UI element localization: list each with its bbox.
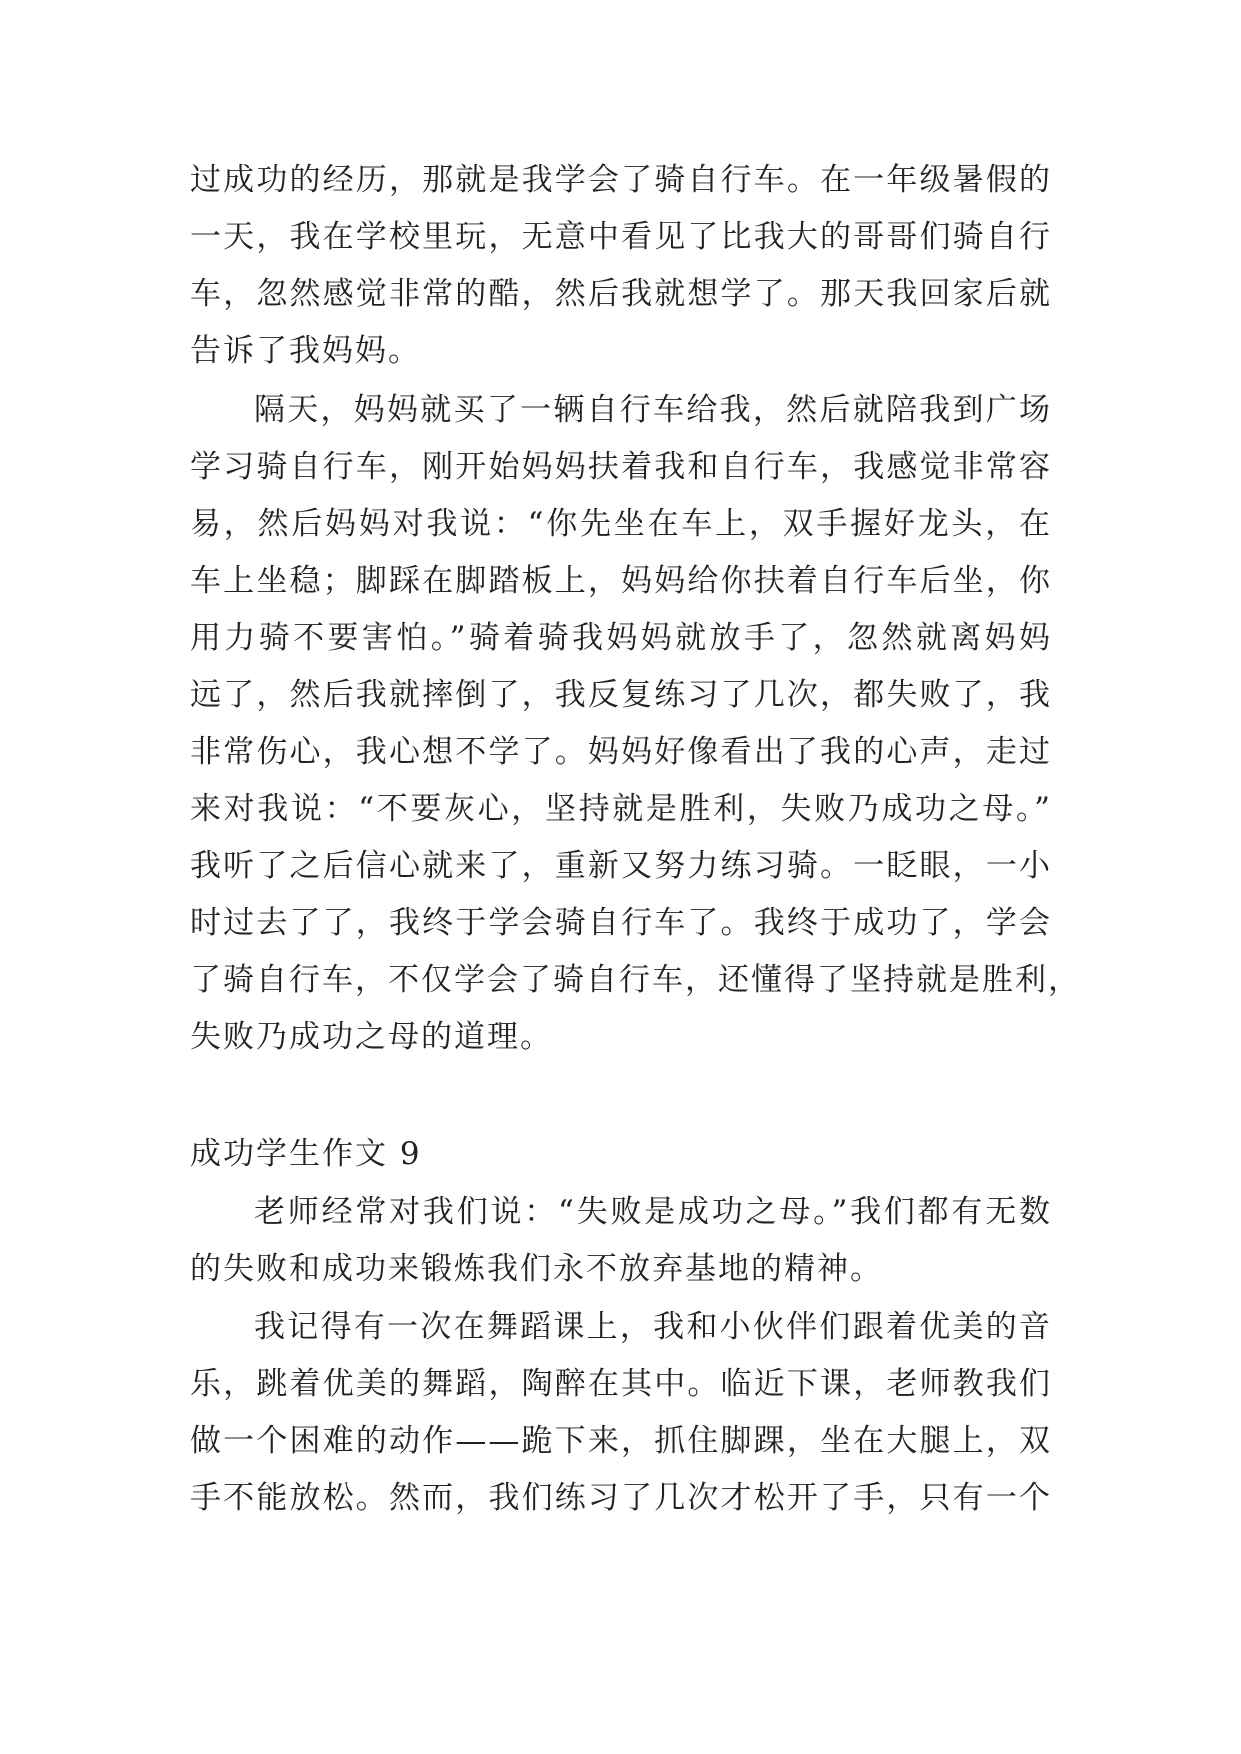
text-line: 手不能放松。然而，我们练习了几次才松开了手，只有一个 <box>190 1480 1052 1516</box>
text-line: 过成功的经历，那就是我学会了骑自行车。在一年级暑假的 <box>190 162 1052 198</box>
text-line: 我听了之后信心就来了，重新又努力练习骑。一眨眼，一小 <box>190 848 1052 884</box>
text-line: 告诉了我妈妈。 <box>190 333 421 369</box>
text-line: 来对我说：“不要灰心，坚持就是胜利，失败乃成功之母。” <box>190 791 1052 827</box>
text-line: 用力骑不要害怕。”骑着骑我妈妈就放手了，忽然就离妈妈 <box>190 620 1052 656</box>
text-line: 易，然后妈妈对我说：“你先坐在车上，双手握好龙头，在 <box>190 506 1052 542</box>
section-heading: 成功学生作文 9 <box>190 1136 422 1172</box>
text-line: 的失败和成功来锻炼我们永不放弃基地的精神。 <box>190 1251 883 1287</box>
text-line: 学习骑自行车，刚开始妈妈扶着我和自行车，我感觉非常容 <box>190 449 1052 485</box>
text-line: 失败乃成功之母的道理。 <box>190 1019 553 1055</box>
text-line: 非常伤心，我心想不学了。妈妈好像看出了我的心声，走过 <box>190 734 1052 770</box>
text-line: 车，忽然感觉非常的酷，然后我就想学了。那天我回家后就 <box>190 276 1052 312</box>
text-line: 我记得有一次在舞蹈课上，我和小伙伴们跟着优美的音 <box>254 1309 1052 1345</box>
text-line: 远了，然后我就摔倒了，我反复练习了几次，都失败了，我 <box>190 677 1052 713</box>
text-line: 隔天，妈妈就买了一辆自行车给我，然后就陪我到广场 <box>254 392 1052 428</box>
text-line: 乐，跳着优美的舞蹈，陶醉在其中。临近下课，老师教我们 <box>190 1366 1052 1402</box>
text-line: 做一个困难的动作——跪下来，抓住脚踝，坐在大腿上，双 <box>190 1423 1052 1459</box>
text-line: 时过去了了，我终于学会骑自行车了。我终于成功了，学会 <box>190 905 1052 941</box>
text-line: 老师经常对我们说：“失败是成功之母。”我们都有无数 <box>254 1194 1052 1230</box>
text-line: 一天，我在学校里玩，无意中看见了比我大的哥哥们骑自行 <box>190 219 1052 255</box>
text-line: 了骑自行车，不仅学会了骑自行车，还懂得了坚持就是胜利， <box>190 962 1081 998</box>
text-line: 车上坐稳；脚踩在脚踏板上，妈妈给你扶着自行车后坐，你 <box>190 563 1052 599</box>
